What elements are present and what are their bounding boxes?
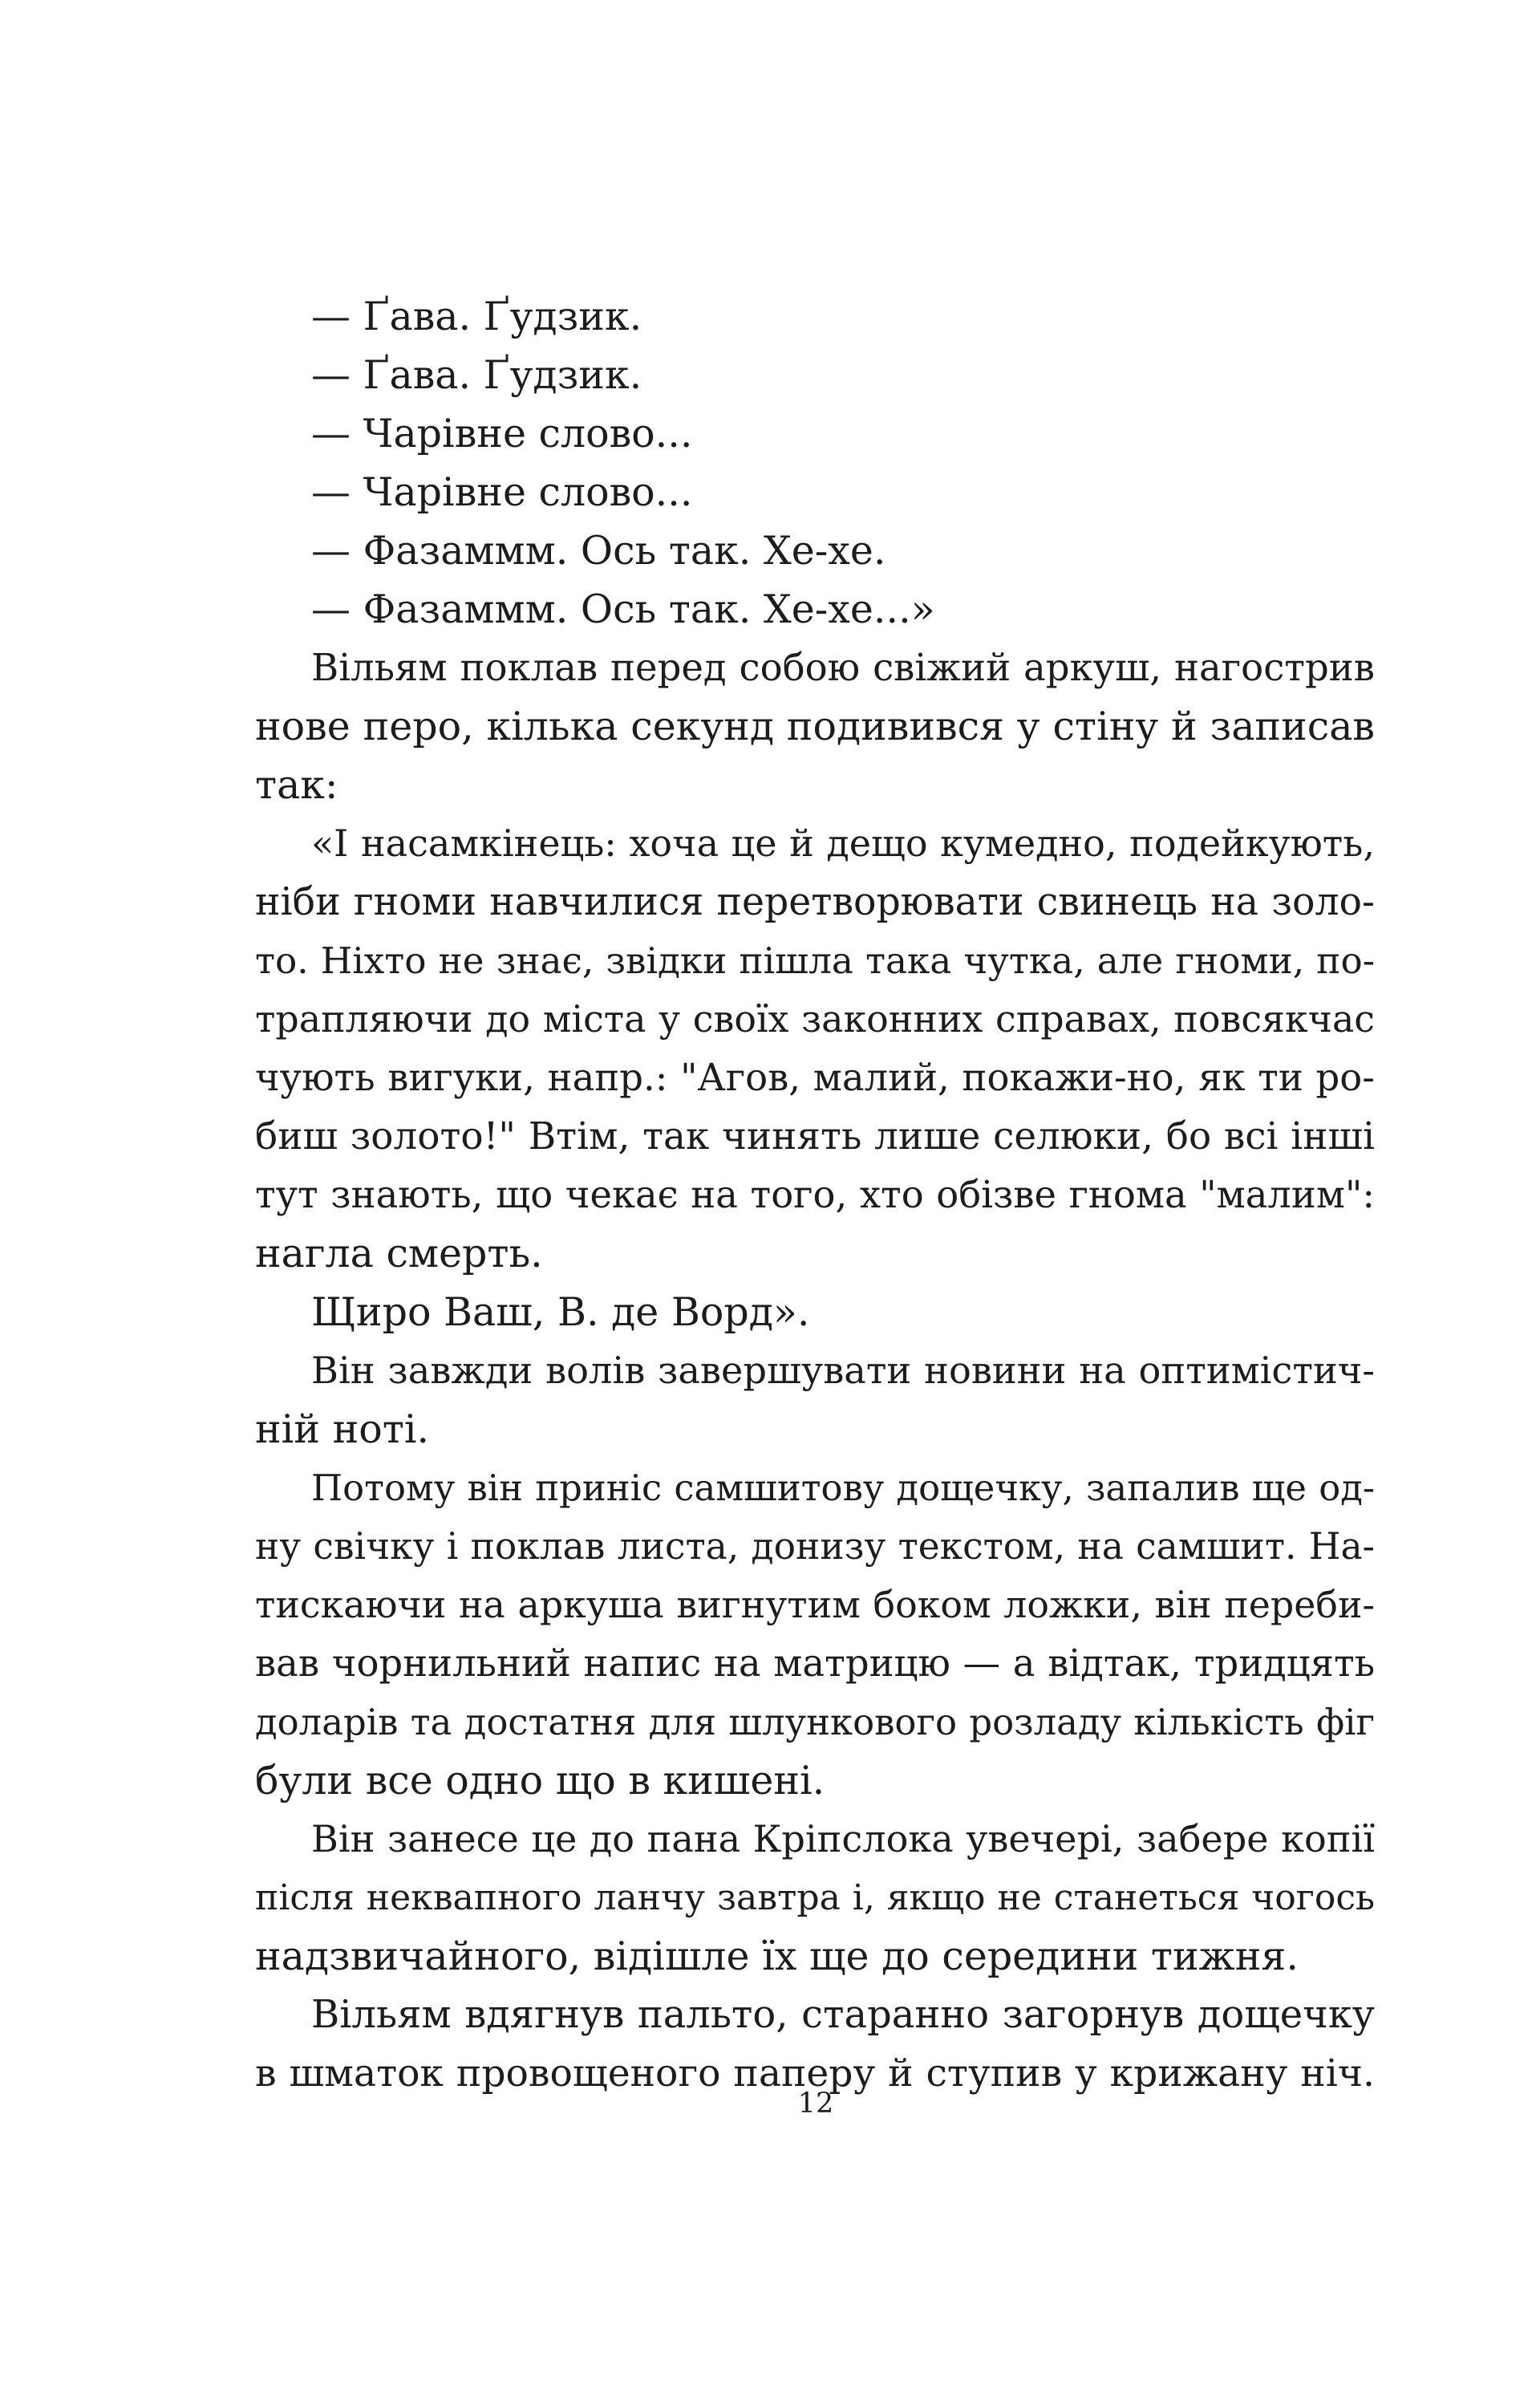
text-line: Вільям вдягнув пальто, старанно загорнув дощечку <box>311 1993 1375 2037</box>
text-line: надзвичайного, відішле їх ще до середини тижня. <box>255 1933 1299 1979</box>
text-line: — Чарівне слово... <box>311 411 693 456</box>
text-line: то. Ніхто не знає, звідки пішла така чутка, але гноми, по- <box>255 939 1375 982</box>
text-line: ніби гноми навчилися перетворювати свинець на золо- <box>255 880 1375 924</box>
text-line: вав чорнильний напис на матрицю — а відтак, тридцять <box>255 1641 1375 1685</box>
text-line: Щиро Ваш, В. де Ворд». <box>311 1289 810 1335</box>
text-line: були все одно що в кишені. <box>255 1758 825 1804</box>
text-line: доларів та достатня для шлункового розладу кількість фіг <box>255 1701 1375 1743</box>
text-line: нове перо, кілька секунд подивився у стіну й записав <box>255 704 1375 749</box>
text-line: «І насамкінець: хоча це й дещо кумедно, подейкують, <box>311 822 1375 865</box>
text-line: чують вигуки, напр.: "Агов, малий, покажи-но, як ти ро- <box>255 1056 1375 1099</box>
text-line: — Ґава. Ґудзик. <box>311 352 642 398</box>
text-line: — Фазаммм. Ось так. Хе-хе. <box>311 528 886 574</box>
text-line: — Ґава. Ґудзик. <box>311 294 642 339</box>
text-line: Він завжди волів завершувати новини на оптимістич- <box>311 1349 1375 1392</box>
text-line: тут знають, що чекає на того, хто обізве гнома "малим": <box>255 1173 1375 1216</box>
text-line: в шматок провощеного паперу й ступив у крижану ніч. <box>255 2051 1375 2096</box>
page-number: 12 <box>797 2088 834 2120</box>
text-line: ній ноті. <box>255 1406 430 1452</box>
text-line: — Чарівне слово... <box>311 469 693 515</box>
text-line: — Фазаммм. Ось так. Хе-хе...» <box>311 586 935 632</box>
text-line: Потому він приніс самшитову дощечку, запалив ще од- <box>311 1467 1375 1509</box>
text-line: так: <box>255 762 338 808</box>
text-line: тискаючи на аркуша вигнутим боком ложки, він переби- <box>255 1583 1375 1626</box>
text-line: Вільям поклав перед собою свіжий аркуш, нагострив <box>311 646 1375 689</box>
text-line: ну свічку і поклав листа, донизу текстом, на самшит. На- <box>255 1525 1375 1568</box>
text-line: після неквапного ланчу завтра і, якщо не станеться чогось <box>255 1877 1375 1918</box>
text-line: биш золото!" Втім, так чинять лише селюки, бо всі інші <box>255 1114 1375 1158</box>
text-line: Він занесе це до пана Кріпслока увечері, забере копії <box>311 1817 1375 1860</box>
text-line: нагла смерть. <box>255 1231 543 1276</box>
text-line: трапляючи до міста у своїх законних справах, повсякчас <box>255 997 1375 1041</box>
body-text <box>255 287 1375 2103</box>
